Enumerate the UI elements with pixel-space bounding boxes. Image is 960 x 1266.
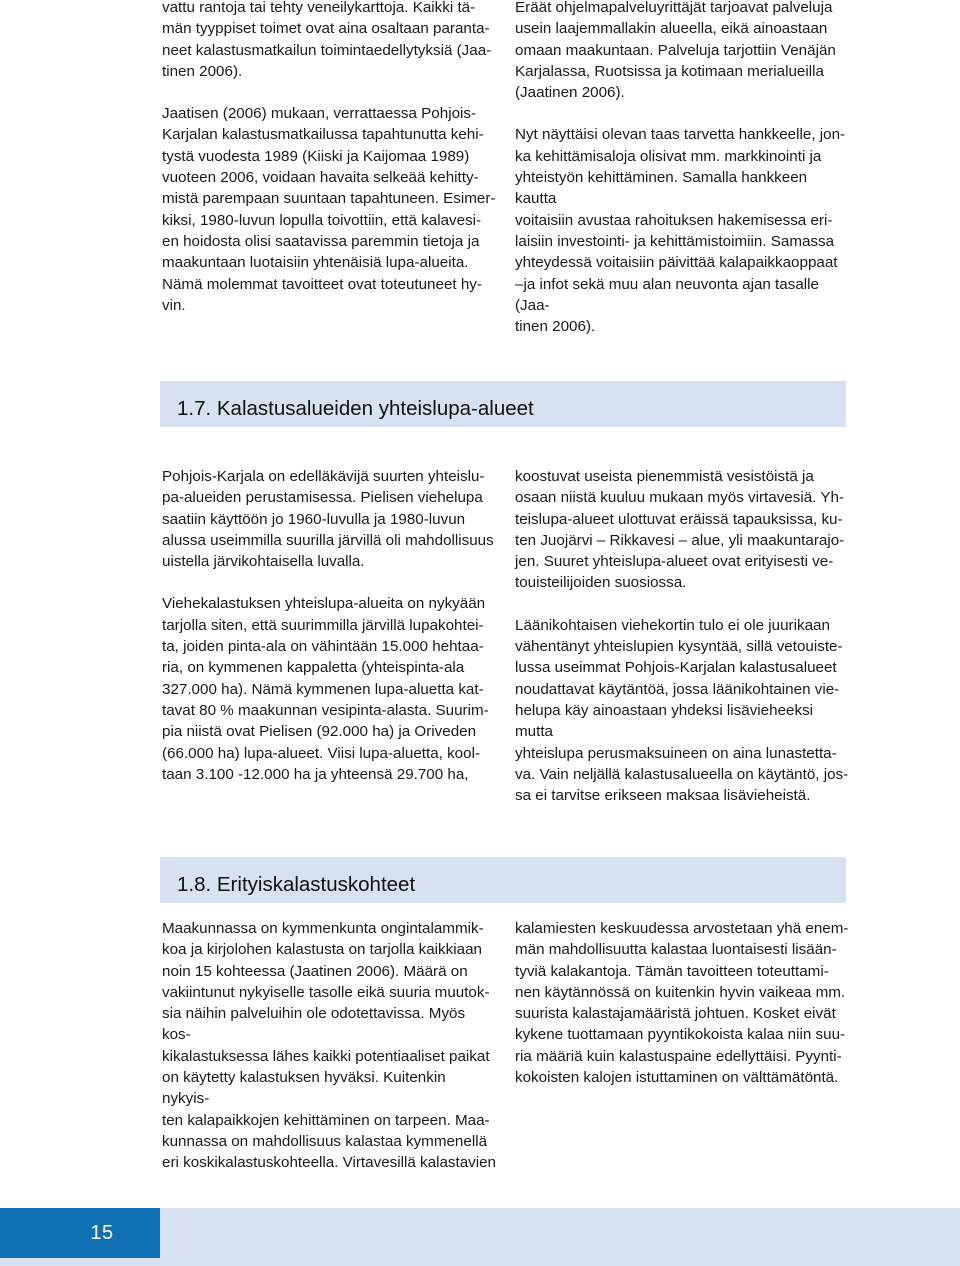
top-right-column xyxy=(515,0,850,337)
paragraph: kalamiesten keskuudessa arvostetaan yhä enem- män mahdollisuutta kalastaa luontaisesti lisään- tyviä kalakantoja. Tämän tavoitteen toteuttami- nen käytännössä on kuitenkin hyvin vaikeaa mm. suurista kalastajamääristä johtuen. Kosket eivät kykene tuottamaan pyyntikokoista kalaa niin suu- ria määriä kuin kalastuspaine edellyttäisi. Pyynti- kokoisten kalojen istuttaminen on välttämätöntä. xyxy=(515,920,849,1087)
paragraph: Maakunnassa on kymmenkunta ongintalammik- koa ja kirjolohen kalastusta on tarjolla kaikkiaan noin 15 kohteessa (Jaatinen 2006). Määrä on vakiintunut nykyiselle tasolle eikä suuria muutok- sia näihin palveluihin ole odotettavissa. Myös kos- kikalastuksessa lähes kaikki potentiaaliset paikat on käytetty kalastuksen hyväksi. Kuitenkin nykyis- ten kalapaikkojen kehittäminen on tarpeen. Maa- kunnassa on mahdollisuus kalastaa kymmenellä eri koskikalastuskohteella. Virtavesillä kalastavien xyxy=(162,920,497,1172)
page-number: 15 xyxy=(90,1222,114,1244)
section-17-right-column xyxy=(515,466,850,806)
paragraph: koostuvat useista pienemmistä vesistöistä ja osaan niistä kuuluu mukaan myös virtavesiä. Yh- teislupa-alueet ulottuvat eräissä tapauksissa, ku- ten Juojärvi – Rikkavesi – alue, yli maakuntarajo- jen. Suuret yhteislupa-alueet ovat erityisesti ve- touisteilijoiden suosiossa. xyxy=(515,468,845,592)
section-17-left-column xyxy=(162,466,497,785)
paragraph: Eräät ohjelmapalveluyrittäjät tarjoavat palveluja usein laajemmallakin alueella, eikä ainoastaan omaan maakuntaan. Palveluja tarjottiin Venäjän Karjalassa, Ruotsissa ja kotimaan merialueilla (Jaatinen 2006). xyxy=(515,0,836,102)
paragraph: Läänikohtaisen viehekortin tulo ei ole juurikaan vähentänyt yhteislupien kysyntää, sillä vetouiste- lussa useimmat Pohjois-Karjalan kalastusalueet noudattavat käytäntöä, jossa läänikohtainen vie- helupa käy ainoastaan yhdeksi lisävieheeksi mutta yhteislupa perusmaksuineen on aina lunastetta- va. Vain neljällä kalastusalueella on käytäntö, jos- sa ei tarvitse erikseen maksaa lisävieheistä. xyxy=(515,616,849,805)
paragraph: vattu rantoja tai tehty veneilykarttoja. Kaikki tä- män tyyppiset toimet ovat aina osaltaan paranta- neet kalastusmatkailun toimintaedellytyksiä (Jaa- tinen 2006). xyxy=(162,0,492,80)
paragraph: Pohjois-Karjala on edelläkävijä suurten yhteislu- pa-alueiden perustamisessa. Pielisen viehelupa saatiin käyttöön jo 1960-luvulla ja 1980-luvun alussa useimmilla suurilla järvillä oli mahdollisuus uistella järvikohtaisella luvalla. xyxy=(162,468,494,571)
page-number-box xyxy=(0,1208,160,1258)
section-heading: 1.8. Erityiskalastuskohteet xyxy=(177,873,416,896)
top-left-column xyxy=(162,0,497,316)
section-heading-bar xyxy=(160,381,846,427)
section-heading-bar xyxy=(160,857,846,903)
section-18-left-column xyxy=(162,918,497,1174)
paragraph: Jaatisen (2006) mukaan, verrattaessa Pohjois- Karjalan kalastusmatkailussa tapahtunutta kehi- tystä vuodesta 1989 (Kiiski ja Kaijomaa 1989) vuoteen 2006, voidaan havaita selkeää kehitty- mistä parempaan suuntaan tapahtuneen. Esimer- kiksi, 1980-luvun lopulla toivottiin, että kalavesi- en hoidosta olisi saatavissa paremmin tietoja ja maakuntaan luotaisiin yhtenäisiä lupa-alueita. Nämä molemmat tavoitteet ovat toteutuneet hy- vin. xyxy=(162,105,496,314)
section-heading: 1.7. Kalastusalueiden yhteislupa-alueet xyxy=(177,397,534,420)
paragraph: Nyt näyttäisi olevan taas tarvetta hankkeelle, jon- ka kehittämisaloja olisivat mm. markkinointi ja yhteistyön kehittäminen. Samalla hankkeen kautta voitaisiin avustaa rahoituksen hakemisessa eri- laisiin investointi- ja kehittämistoimiin. Samassa yhteydessä voitaisiin päivittää kalapaikkaoppaat –ja infot sekä muu alan neuvonta ajan tasalle (Jaa- tinen 2006). xyxy=(515,126,846,336)
section-18-right-column xyxy=(515,918,850,1088)
paragraph: Viehekalastuksen yhteislupa-alueita on nykyään tarjolla siten, että suurimmilla järvillä lupakohtei- ta, joiden pinta-ala on vähintään 15.000 hehtaa- ria, on kymmenen kappaletta (yhteispinta-ala 327.000 ha). Nämä kymmenen lupa-aluetta kat- tavat 80 % maakunnan vesipinta-alasta. Suurim- pia niistä ovat Pielisen (92.000 ha) ja Oriveden (66.000 ha) lupa-alueet. Viisi lupa-aluetta, kool- taan 3.100 -12.000 ha ja yhteensä 29.700 ha, xyxy=(162,595,489,783)
